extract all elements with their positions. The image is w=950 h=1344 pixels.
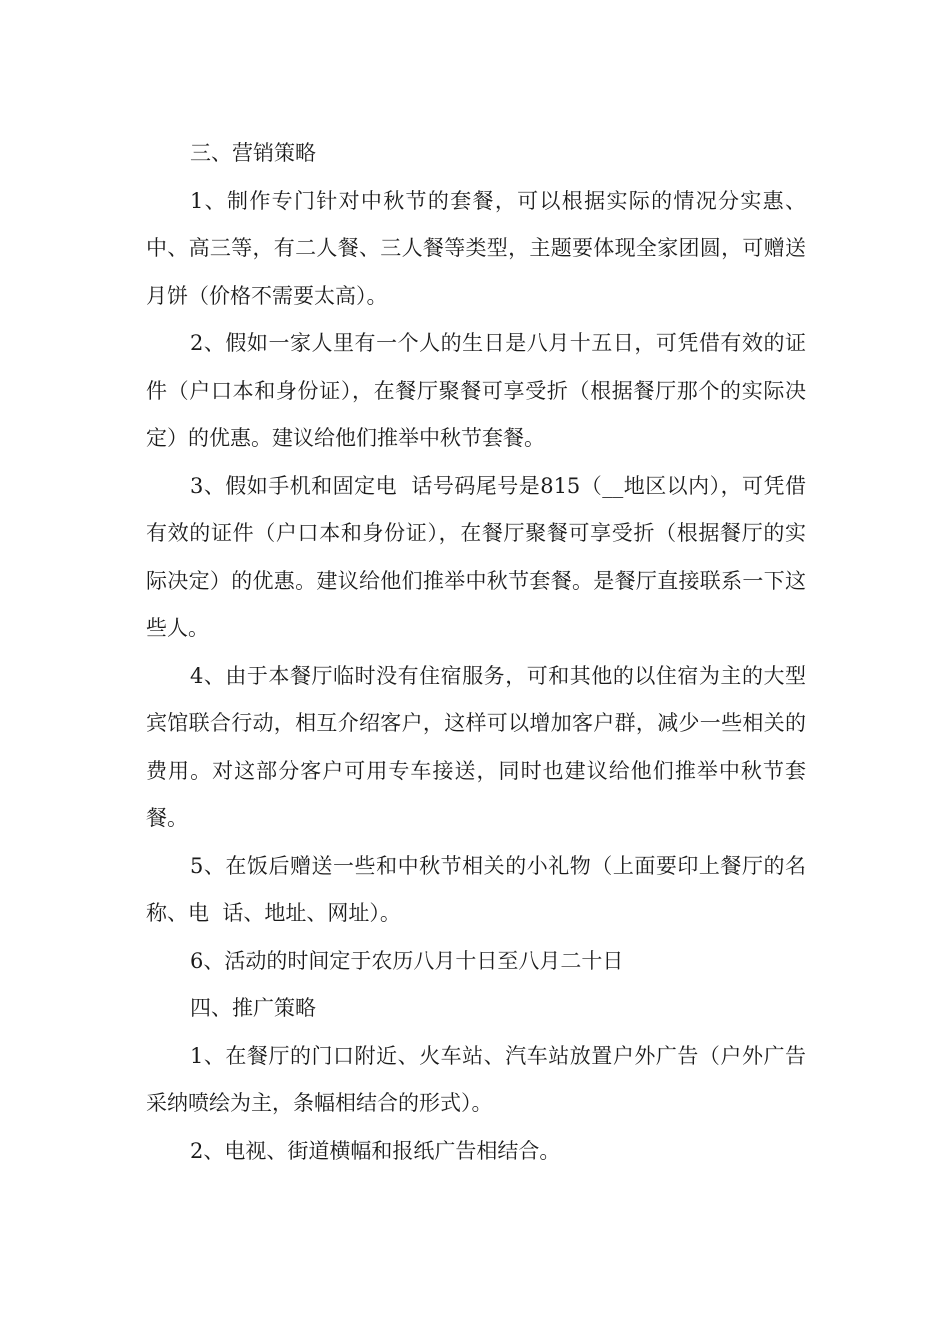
section-heading-marketing: 三、营销策略: [190, 141, 316, 165]
paragraph-item-5: 5、在饭后赠送一些和中秋节相关的小礼物（上面要印上餐厅的名称、电 话、地址、网址）。: [146, 853, 806, 925]
paragraph-promo-1: 1、在餐厅的门口附近、火车站、汽车站放置户外广告（户外广告采纳喷绘为主，条幅相结合的形式）。: [146, 1043, 806, 1115]
paragraph-promo-2: 2、电视、街道横幅和报纸广告相结合。: [190, 1138, 561, 1163]
document-body: [146, 130, 806, 1175]
paragraph-item-6: 6、活动的时间定于农历八月十日至八月二十日: [190, 948, 624, 973]
paragraph-item-4: 4、由于本餐厅临时没有住宿服务，可和其他的以住宿为主的大型宾馆联合行动，相互介绍客户，这样可以增加客户群，减少一些相关的费用。对这部分客户可用专车接送，同时也建议给他们推举中秋节套餐。: [146, 663, 806, 830]
paragraph-item-1: 1、制作专门针对中秋节的套餐，可以根据实际的情况分实惠、中、高三等，有二人餐、三人餐等类型，主题要体现全家团圆，可赠送月饼（价格不需要太高）。: [146, 188, 806, 308]
paragraph-item-3: 3、假如手机和固定电 话号码尾号是815（__地区以内），可凭借有效的证件（户口本和身份证），在餐厅聚餐可享受折（根据餐厅的实际决定）的优惠。建议给他们推举中秋节套餐。是餐厅直接联系一下这些人。: [146, 473, 806, 640]
paragraph-item-2: 2、假如一家人里有一个人的生日是八月十五日，可凭借有效的证件（户口本和身份证），在餐厅聚餐可享受折（根据餐厅那个的实际决定）的优惠。建议给他们推举中秋节套餐。: [146, 331, 806, 450]
section-heading-promotion: 四、推广策略: [190, 996, 316, 1020]
